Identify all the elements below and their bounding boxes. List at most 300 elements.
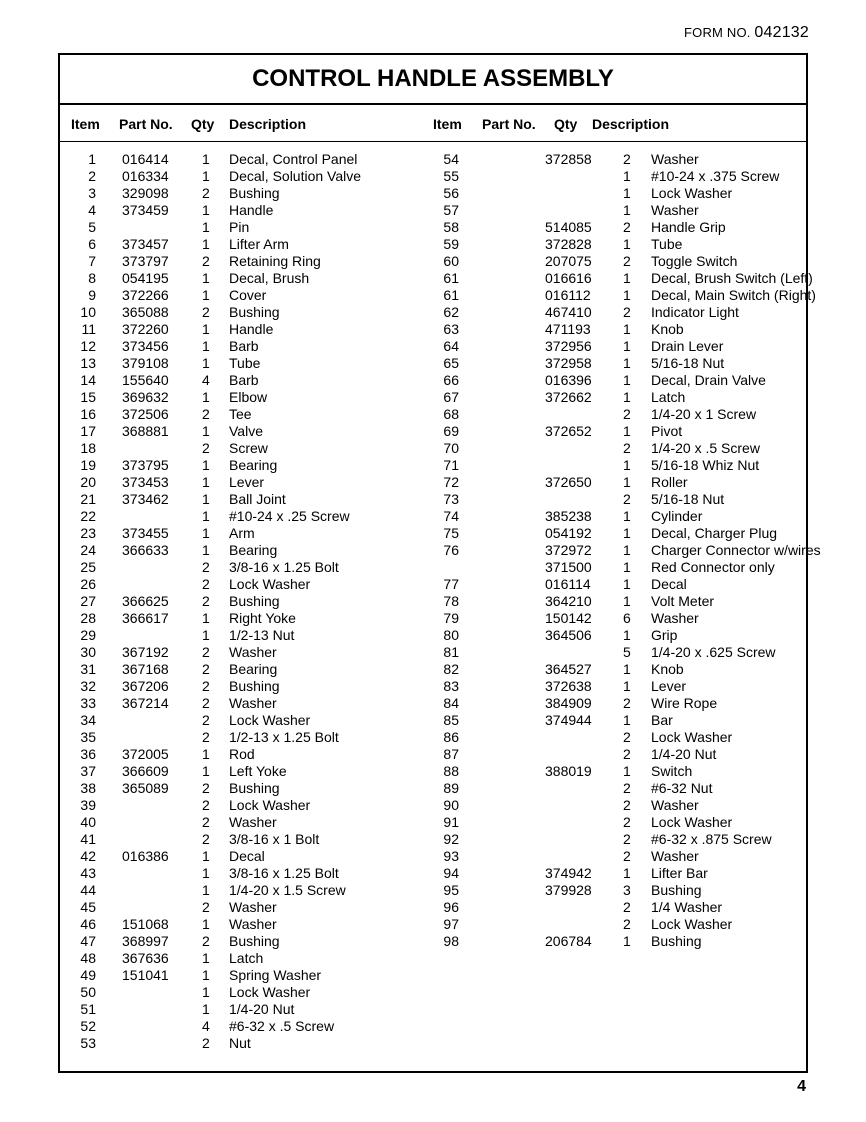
part-number: 016616 [545,270,592,286]
description: Rod [229,746,255,762]
description: Tee [229,406,252,422]
item-number: 26 [80,576,96,592]
table-row [423,678,803,695]
quantity: 1 [202,746,210,762]
item-number: 33 [80,695,96,711]
quantity: 2 [623,219,631,235]
item-number: 87 [443,746,459,762]
quantity: 2 [623,780,631,796]
quantity: 2 [202,831,210,847]
description: Cover [229,287,267,303]
table-row [423,746,803,763]
description: 1/4-20 Nut [651,746,717,762]
quantity: 1 [623,712,631,728]
part-number: 366625 [122,593,169,609]
table-row [423,899,803,916]
table-row [60,474,420,491]
part-number: 372972 [545,542,592,558]
description: Washer [229,644,277,660]
description: Bar [651,712,673,728]
part-number: 367168 [122,661,169,677]
quantity: 2 [623,848,631,864]
item-number: 69 [443,423,459,439]
description: Ball Joint [229,491,286,507]
table-row [60,865,420,882]
item-number: 34 [80,712,96,728]
item-number: 95 [443,882,459,898]
table-row [60,984,420,1001]
item-number: 12 [80,338,96,354]
description: 3/8-16 x 1.25 Bolt [229,559,339,575]
table-row [60,610,420,627]
description: Roller [651,474,688,490]
item-number: 79 [443,610,459,626]
description: Indicator Light [651,304,739,320]
quantity: 1 [623,627,631,643]
item-number: 53 [80,1035,96,1051]
description: Tube [229,355,261,371]
description: Drain Lever [651,338,724,354]
quantity: 2 [202,899,210,915]
description: 1/4-20 x .625 Screw [651,644,776,660]
description: Lever [651,678,687,694]
description: Bushing [229,780,280,796]
table-row [60,746,420,763]
part-number: 367214 [122,695,169,711]
item-number: 16 [80,406,96,422]
quantity: 2 [623,406,631,422]
table-row [60,933,420,950]
item-number: 60 [443,253,459,269]
quantity: 1 [202,491,210,507]
description: 1/2-13 x 1.25 Bolt [229,729,339,745]
table-row [423,185,803,202]
part-number: 366609 [122,763,169,779]
quantity: 1 [623,661,631,677]
table-header [60,105,806,142]
quantity: 1 [202,355,210,371]
item-number: 2 [88,168,96,184]
part-number: 366633 [122,542,169,558]
description: Switch [651,763,693,779]
item-number: 61 [443,270,459,286]
part-number: 372005 [122,746,169,762]
description: 1/4-20 x 1 Screw [651,406,757,422]
description: Washer [229,814,277,830]
table-row [423,202,803,219]
quantity: 1 [623,576,631,592]
description: Valve [229,423,263,439]
quantity: 1 [623,763,631,779]
quantity: 2 [623,695,631,711]
part-number: 367636 [122,950,169,966]
table-row [60,1035,420,1052]
table-row [60,338,420,355]
description: #6-32 x .5 Screw [229,1018,335,1034]
item-number: 65 [443,355,459,371]
table-row [60,780,420,797]
quantity: 2 [202,933,210,949]
quantity: 1 [623,287,631,303]
description: Decal, Drain Valve [651,372,766,388]
item-number: 20 [80,474,96,490]
item-number: 73 [443,491,459,507]
part-number: 150142 [545,610,592,626]
header-part-no: Part No. [119,116,173,132]
part-number: 016414 [122,151,169,167]
part-number: 366617 [122,610,169,626]
description: Washer [651,797,699,813]
description: Handle Grip [651,219,726,235]
quantity: 1 [202,457,210,473]
item-number: 83 [443,678,459,694]
quantity: 1 [623,865,631,881]
description: 5/16-18 Nut [651,355,725,371]
description: Left Yoke [229,763,287,779]
description: Washer [651,202,699,218]
table-row [60,525,420,542]
part-number: 373453 [122,474,169,490]
item-number: 18 [80,440,96,456]
part-number: 372958 [545,355,592,371]
description: Washer [229,916,277,932]
item-number: 6 [88,236,96,252]
parts-list-frame [58,53,821,1073]
part-number: 364506 [545,627,592,643]
part-number: 385238 [545,508,592,524]
part-number: 372662 [545,389,592,405]
quantity: 2 [202,814,210,830]
description: Latch [651,389,686,405]
table-row [60,695,420,712]
table-row [423,338,803,355]
table-row [60,440,420,457]
table-row [423,916,803,933]
part-number: 379108 [122,355,169,371]
description: 1/4-20 x .5 Screw [651,440,760,456]
quantity: 2 [202,644,210,660]
table-row [60,593,420,610]
quantity: 2 [202,695,210,711]
quantity: 1 [202,287,210,303]
table-row [423,491,803,508]
description: Volt Meter [651,593,715,609]
part-number: 367192 [122,644,169,660]
quantity: 1 [623,168,631,184]
form-number-label: FORM NO. [684,25,751,40]
part-number: 373459 [122,202,169,218]
table-row [423,797,803,814]
description: Lifter Bar [651,865,708,881]
table-row [60,899,420,916]
part-number: 016386 [122,848,169,864]
table-row [60,678,420,695]
description: Lock Washer [651,814,733,830]
part-number: 155640 [122,372,169,388]
description: 5/16-18 Whiz Nut [651,457,760,473]
quantity: 1 [623,508,631,524]
header-item: Item [71,116,100,132]
part-number: 054192 [545,525,592,541]
part-number: 367206 [122,678,169,694]
table-row [423,355,803,372]
item-number: 56 [443,185,459,201]
description: Bushing [229,304,280,320]
item-number: 54 [443,151,459,167]
item-number: 71 [443,457,459,473]
table-row [60,882,420,899]
table-row [423,729,803,746]
item-number: 76 [443,542,459,558]
table-row [60,202,420,219]
table-row [60,253,420,270]
item-number: 55 [443,168,459,184]
item-number: 44 [80,882,96,898]
part-number: 373462 [122,491,169,507]
item-number: 40 [80,814,96,830]
table-row [60,406,420,423]
part-number: 372650 [545,474,592,490]
description: Washer [651,610,699,626]
table-row [60,542,420,559]
item-number: 78 [443,593,459,609]
quantity: 1 [623,236,631,252]
description: Toggle Switch [651,253,738,269]
quantity: 1 [202,236,210,252]
description: Elbow [229,389,268,405]
item-number: 91 [443,814,459,830]
item-number: 68 [443,406,459,422]
part-number: 016114 [545,576,591,592]
item-number: 96 [443,899,459,915]
item-number: 86 [443,729,459,745]
quantity: 1 [202,916,210,932]
part-number: 372260 [122,321,169,337]
quantity: 2 [623,814,631,830]
description: Wire Rope [651,695,718,711]
item-number: 14 [80,372,96,388]
description: #6-32 Nut [651,780,713,796]
item-number: 28 [80,610,96,626]
table-row [60,321,420,338]
item-number: 3 [88,185,96,201]
table-row [60,576,420,593]
item-number: 11 [81,321,96,337]
form-number [684,24,809,42]
quantity: 2 [202,406,210,422]
description: Handle [229,321,274,337]
quantity: 1 [202,202,210,218]
quantity: 4 [202,1018,210,1034]
quantity: 2 [623,491,631,507]
description: 5/16-18 Nut [651,491,725,507]
description: Bushing [229,185,280,201]
part-number: 373795 [122,457,169,473]
quantity: 1 [623,321,631,337]
description: Retaining Ring [229,253,321,269]
description: Pivot [651,423,683,439]
quantity: 1 [623,185,631,201]
item-number: 67 [443,389,459,405]
quantity: 2 [623,440,631,456]
quantity: 5 [623,644,631,660]
item-number: 63 [443,321,459,337]
description: Decal, Brush [229,270,310,286]
item-number: 64 [443,338,459,354]
description: Lock Washer [229,576,311,592]
item-number: 62 [443,304,459,320]
table-row [60,627,420,644]
item-number: 74 [443,508,459,524]
item-number: 23 [80,525,96,541]
table-row [60,185,420,202]
item-number: 72 [443,474,459,490]
quantity: 2 [202,559,210,575]
item-number: 35 [80,729,96,745]
quantity: 2 [202,440,210,456]
quantity: 2 [623,831,631,847]
part-number: 365089 [122,780,169,796]
description: Knob [651,661,684,677]
table-row [423,440,803,457]
table-row [423,406,803,423]
quantity: 1 [623,559,631,575]
item-number: 59 [443,236,459,252]
item-number: 49 [80,967,96,983]
quantity: 1 [623,525,631,541]
part-number: 151041 [122,967,169,983]
item-number: 77 [443,576,459,592]
table-row [423,508,803,525]
item-number: 41 [80,831,96,847]
item-number: 22 [80,508,96,524]
description: Bearing [229,457,278,473]
description: Spring Washer [229,967,322,983]
quantity: 2 [623,729,631,745]
description: Cylinder [651,508,703,524]
table-row [423,389,803,406]
table-row [423,542,821,559]
table-row [60,559,420,576]
part-number: 467410 [545,304,592,320]
quantity: 1 [202,1001,210,1017]
part-number: 368997 [122,933,169,949]
table-row [60,763,420,780]
page-title: CONTROL HANDLE ASSEMBLY [60,55,806,105]
item-number: 57 [443,202,459,218]
description: Decal, Solution Valve [229,168,362,184]
part-number: 206784 [545,933,592,949]
quantity: 2 [623,151,631,167]
part-number: 514085 [545,219,592,235]
table-row [423,865,803,882]
table-row [60,814,420,831]
table-row [423,525,803,542]
table-row [60,797,420,814]
part-number: 372638 [545,678,592,694]
item-number: 21 [80,491,96,507]
part-number: 373457 [122,236,169,252]
left-parts-column [60,151,420,1052]
quantity: 2 [202,712,210,728]
description: Bushing [229,933,280,949]
item-number: 45 [80,899,96,915]
item-number: 43 [80,865,96,881]
table-row [60,916,420,933]
item-number: 36 [80,746,96,762]
description: #6-32 x .875 Screw [651,831,772,847]
quantity: 2 [202,661,210,677]
part-number: 372266 [122,287,169,303]
description: Decal, Charger Plug [651,525,778,541]
description: Decal, Control Panel [229,151,358,167]
item-number: 31 [80,661,96,677]
part-number: 388019 [545,763,592,779]
item-number: 80 [443,627,459,643]
description: Bushing [229,593,280,609]
part-number: 016334 [122,168,169,184]
item-number: 82 [443,661,459,677]
quantity: 2 [623,253,631,269]
description: Decal, Main Switch (Right) [651,287,816,303]
quantity: 2 [202,576,210,592]
description: 3/8-16 x 1 Bolt [229,831,320,847]
table-row [60,423,420,440]
table-row [60,457,420,474]
quantity: 1 [202,219,210,235]
item-number: 9 [88,287,96,303]
description: Lock Washer [229,797,311,813]
description: 1/4 Washer [651,899,723,915]
item-number: 29 [80,627,96,643]
item-number: 61 [443,287,459,303]
description: Knob [651,321,684,337]
table-row [60,848,420,865]
item-number: 10 [80,304,96,320]
quantity: 1 [623,202,631,218]
table-row [60,304,420,321]
description: Handle [229,202,274,218]
description: #10-24 x .375 Screw [651,168,780,184]
part-number: 016396 [545,372,592,388]
item-number: 46 [80,916,96,932]
description: Pin [229,219,250,235]
table-row [423,219,803,236]
part-number: 373456 [122,338,169,354]
quantity: 1 [202,984,210,1000]
table-row [423,559,803,576]
description: 1/4-20 Nut [229,1001,295,1017]
quantity: 2 [623,304,631,320]
quantity: 2 [202,253,210,269]
part-number: 374942 [545,865,592,881]
item-number: 17 [80,423,96,439]
table-row [60,712,420,729]
item-number: 15 [80,389,96,405]
description: #10-24 x .25 Screw [229,508,350,524]
quantity: 2 [202,678,210,694]
item-number: 81 [443,644,459,660]
item-number: 92 [443,831,459,847]
table-row [423,831,803,848]
table-row [60,270,420,287]
header-qty-right: Qty [554,116,578,132]
item-number: 8 [88,270,96,286]
item-number: 98 [443,933,459,949]
header-description: Description [229,116,307,132]
description: 1/2-13 Nut [229,627,295,643]
description: Charger Connector w/wires [651,542,821,558]
